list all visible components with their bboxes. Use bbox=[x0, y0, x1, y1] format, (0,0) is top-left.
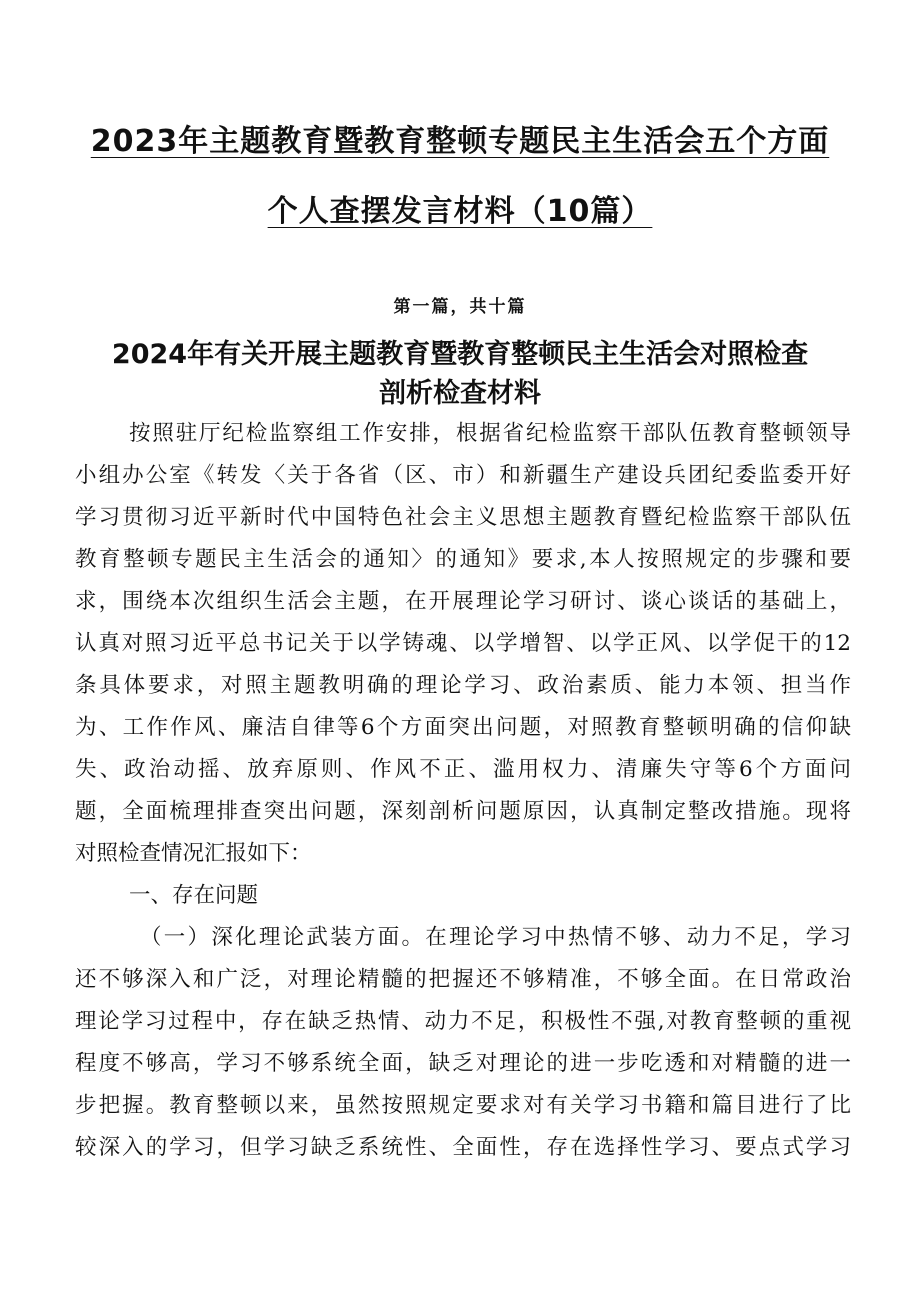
paragraph-1-line: 求，围绕本次组织生活会主题，在开展理论学习研讨、谈心谈话的基础上， bbox=[75, 589, 851, 614]
paragraph-2-line: 较深入的学习，但学习缺乏系统性、全面性，存在选择性学习、要点式学习 bbox=[75, 1135, 851, 1160]
paragraph-2-line: 还不够深入和广泛，对理论精髓的把握还不够精准，不够全面。在日常政治 bbox=[75, 967, 851, 992]
paragraph-1-line: 失、政治动摇、放弃原则、作风不正、滥用权力、清廉失守等6个方面问 bbox=[75, 757, 851, 782]
paragraph-1-line: 认真对照习近平总书记关于以学铸魂、以学增智、以学正风、以学促干的12 bbox=[75, 631, 851, 656]
paragraph-1-line: 为、工作作风、廉洁自律等6个方面突出问题，对照教育整顿明确的信仰缺 bbox=[75, 715, 851, 740]
paragraph-2-line: （一）深化理论武装方面。在理论学习中热情不够、动力不足，学习 bbox=[140, 925, 851, 950]
paragraph-1-line: 小组办公室《转发〈关于各省（区、市）和新疆生产建设兵团纪委监委开好 bbox=[75, 463, 851, 488]
paragraph-1-line: 教育整顿专题民主生活会的通知〉的通知》要求,本人按照规定的步骤和要 bbox=[75, 547, 851, 572]
document-title-line-2: 个人查摆发言材料（10篇） bbox=[267, 194, 653, 229]
paragraph-1-line: 对照检查情况汇报如下： bbox=[75, 841, 312, 866]
paragraph-2-line: 理论学习过程中，存在缺乏热情、动力不足，积极性不强,对教育整顿的重视 bbox=[75, 1009, 851, 1034]
paragraph-1-line: 按照驻厅纪检监察组工作安排，根据省纪检监察干部队伍教育整顿领导 bbox=[129, 421, 851, 446]
paragraph-1-line: 题，全面梳理排查突出问题，深刻剖析问题原因，认真制定整改措施。现将 bbox=[75, 799, 851, 824]
document-title-line-1: 2023年主题教育暨教育整顿专题民主生活会五个方面 bbox=[90, 124, 830, 159]
part-label: 第一篇，共十篇 bbox=[393, 297, 527, 317]
subtitle-line-1: 2024年有关开展主题教育暨教育整顿民主生活会对照检查 bbox=[111, 339, 809, 370]
paragraph-1-line: 学习贯彻习近平新时代中国特色社会主义思想主题教育暨纪检监察干部队伍 bbox=[75, 505, 851, 530]
section-heading: 一、存在问题 bbox=[129, 883, 259, 908]
paragraph-1-line: 条具体要求，对照主题教明确的理论学习、政治素质、能力本领、担当作 bbox=[75, 673, 851, 698]
subtitle-line-2: 剖析检查材料 bbox=[379, 378, 541, 409]
paragraph-2-line: 步把握。教育整顿以来，虽然按照规定要求对有关学习书籍和篇目进行了比 bbox=[75, 1093, 851, 1118]
paragraph-2-line: 程度不够高，学习不够系统全面，缺乏对理论的进一步吃透和对精髓的进一 bbox=[75, 1051, 851, 1076]
